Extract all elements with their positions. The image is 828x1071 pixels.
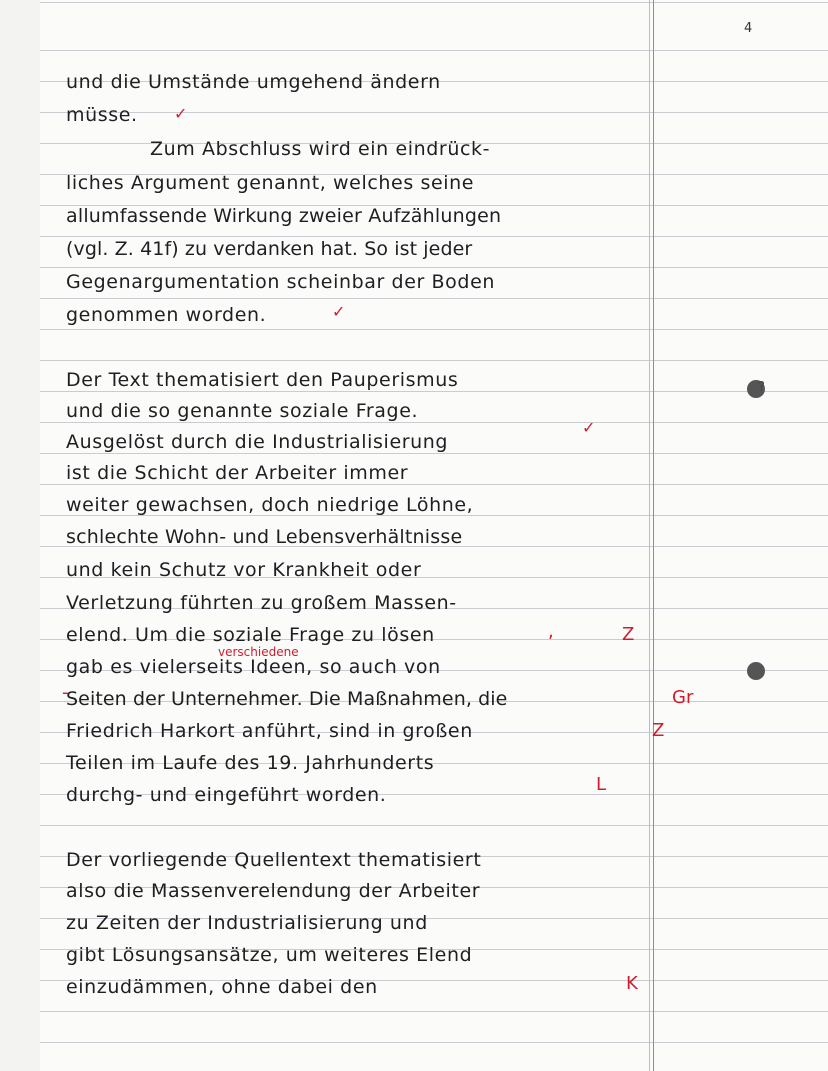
text-line: genommen worden. (66, 304, 267, 326)
correction-dash: - (62, 682, 69, 703)
punch-hole-bottom (747, 662, 765, 680)
text-line: schlechte Wohn- und Lebensverhältnisse (66, 526, 463, 548)
correction-tick: ✓ (582, 418, 596, 437)
text-line: Der vorliegende Quellentext thematisiert (66, 849, 482, 871)
text-line: liches Argument genannt, welches seine (66, 172, 475, 194)
text-line: und die Umstände umgehend ändern (66, 71, 441, 93)
correction-tick: ✓ (332, 302, 346, 321)
correction-margin-l: L (596, 774, 607, 795)
text-line: ist die Schicht der Arbeiter immer (66, 462, 409, 484)
correction-margin-k: K (626, 973, 638, 994)
correction-verschiedene: verschiedene (218, 645, 299, 659)
text-line: Der Text thematisiert den Pauperismus (66, 369, 459, 391)
text-line: Friedrich Harkort anführt, sind in großen (66, 720, 473, 742)
text-line: Ausgelöst durch die Industrialisierung (66, 431, 449, 453)
text-line: Zum Abschluss wird ein eindrück- (150, 138, 491, 160)
correction-margin-gr: Gr (672, 687, 694, 708)
text-line: Verletzung führten zu großem Massen- (66, 592, 457, 614)
text-line: also die Massenverelendung der Arbeiter (66, 880, 481, 902)
text-line: durchg- und eingeführt worden. (66, 784, 387, 806)
margin-line (653, 0, 654, 1071)
page-number: 4 (744, 21, 753, 36)
text-line: allumfassende Wirkung zweier Aufzählungen (66, 205, 502, 227)
margin-mark: ? (758, 380, 765, 395)
text-line: und kein Schutz vor Krankheit oder (66, 559, 422, 581)
correction-tick: ✓ (174, 104, 188, 123)
text-line: gibt Lösungsansätze, um weiteres Elend (66, 944, 473, 966)
margin-line-inner (649, 0, 650, 1071)
text-line: Seiten der Unternehmer. Die Maßnahmen, die (66, 688, 508, 710)
correction-comma: , (548, 621, 554, 642)
text-line: müsse. (66, 104, 138, 126)
text-line: weiter gewachsen, doch niedrige Löhne, (66, 494, 474, 516)
text-line: und die so genannte soziale Frage. (66, 400, 419, 422)
text-line: Gegenargumentation scheinbar der Boden (66, 271, 495, 293)
text-line: gab es vielerseits Ideen, so auch von (66, 656, 441, 678)
text-line: elend. Um die soziale Frage zu lösen (66, 624, 435, 646)
text-line: zu Zeiten der Industrialisierung und (66, 912, 428, 934)
text-line: (vgl. Z. 41f) zu verdanken hat. So ist jeder (66, 238, 473, 260)
correction-margin-z: Z (622, 624, 635, 645)
text-line: einzudämmen, ohne dabei den (66, 976, 378, 998)
text-line: Teilen im Laufe des 19. Jahrhunderts (66, 752, 435, 774)
correction-margin-z: Z (652, 720, 665, 741)
